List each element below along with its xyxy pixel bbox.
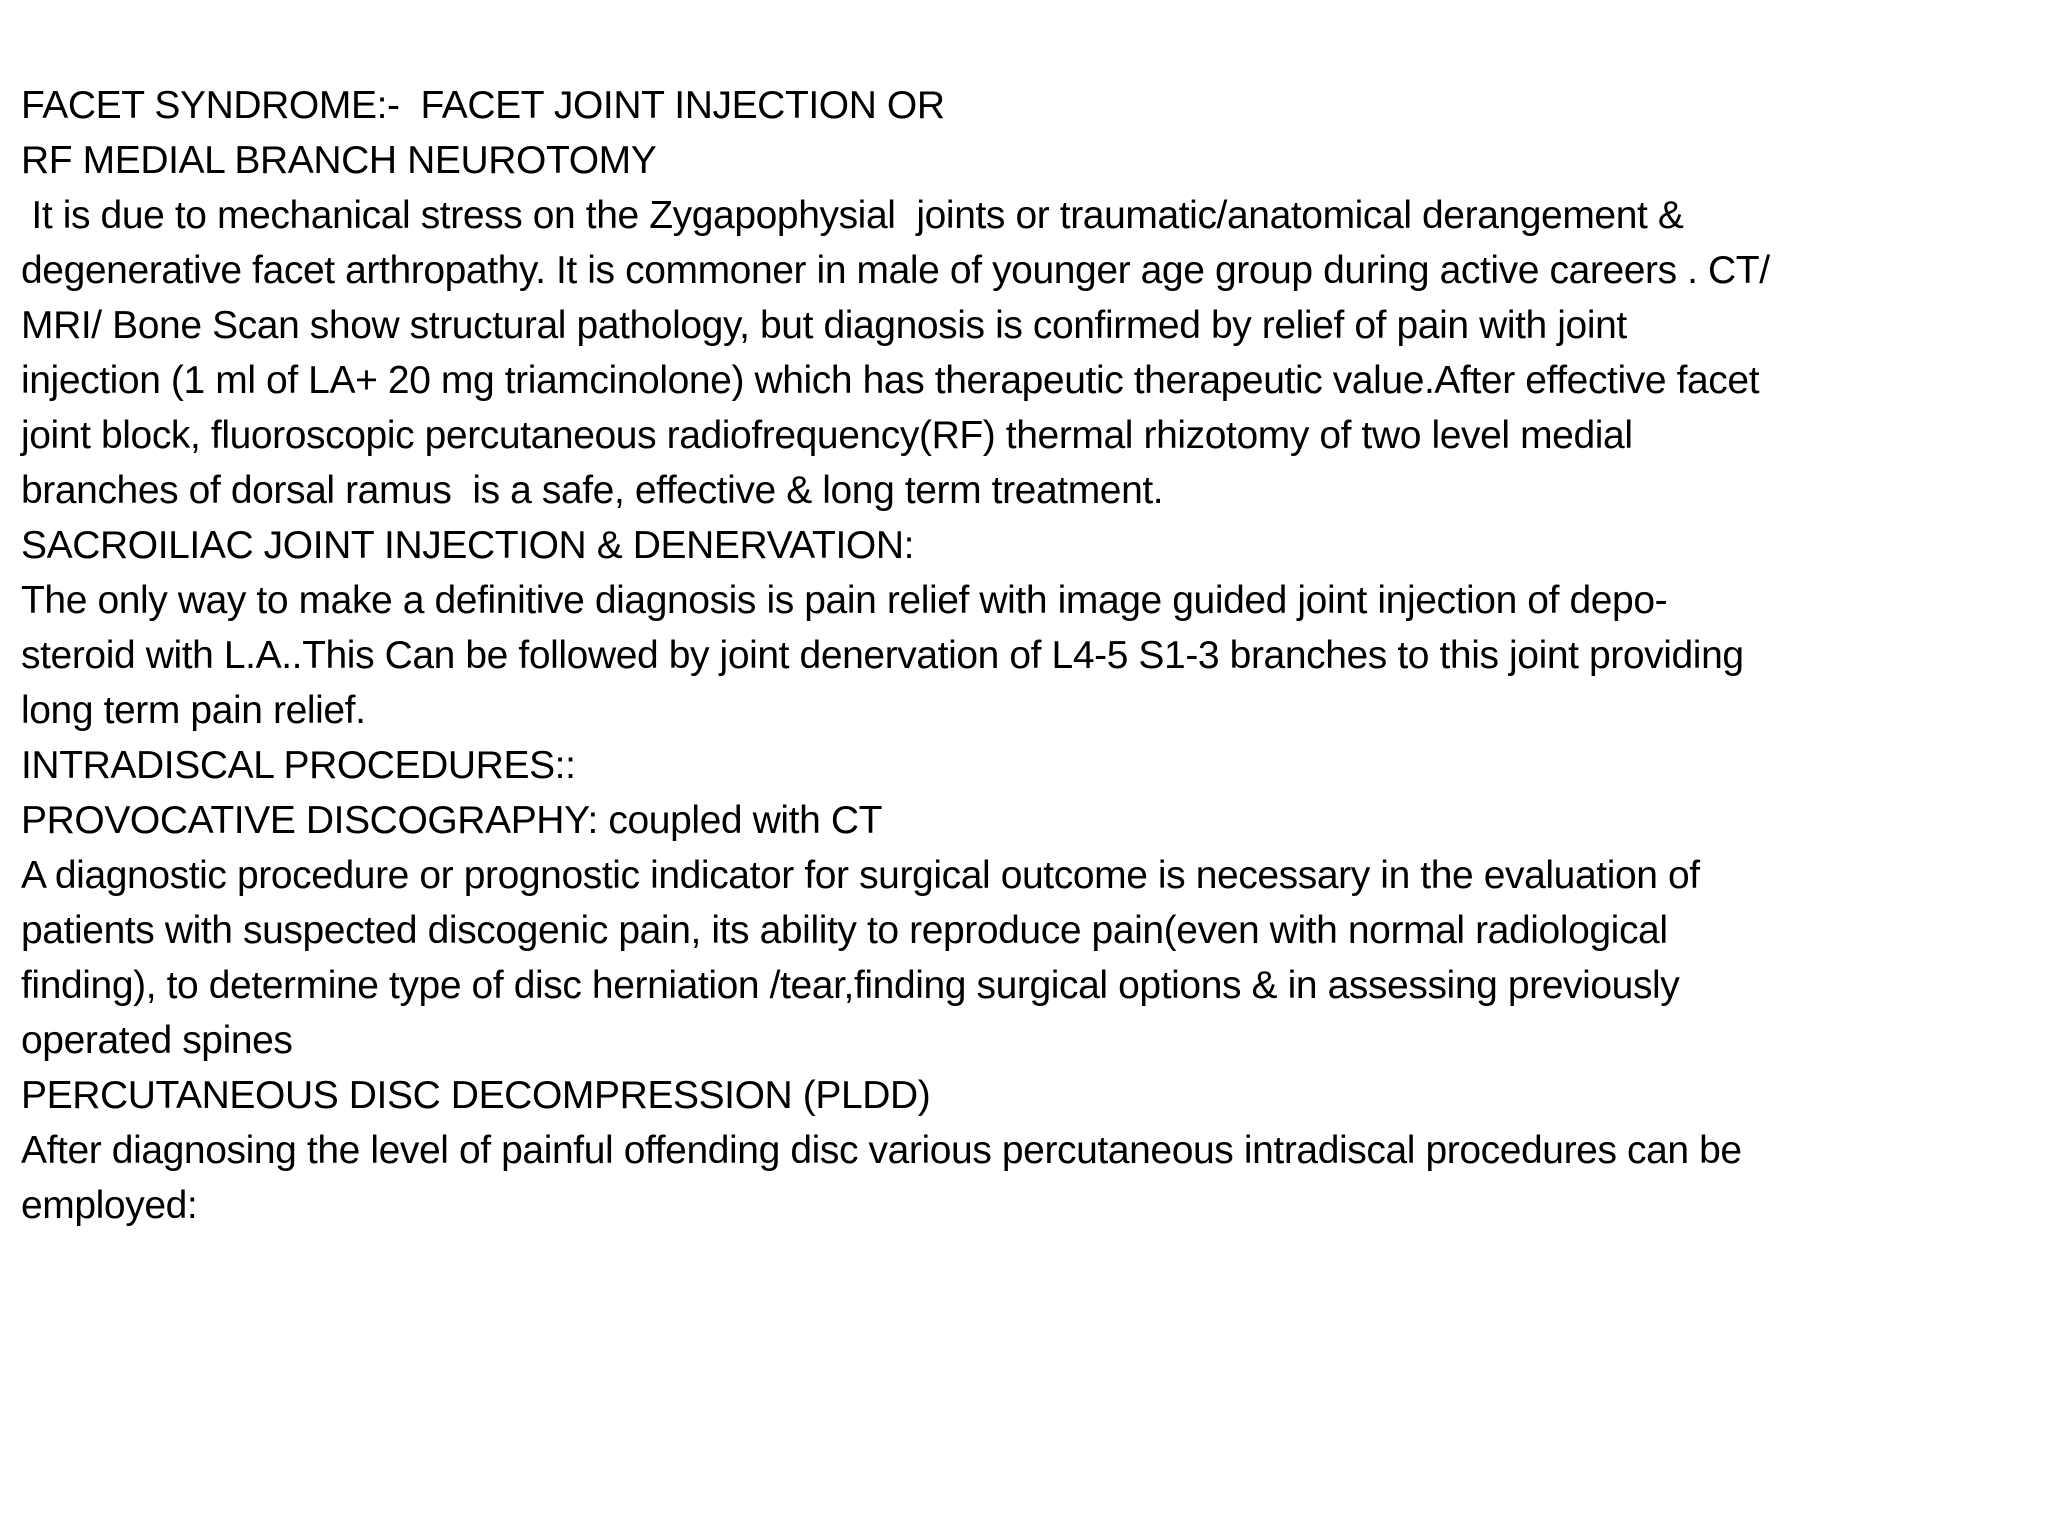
text-line: The only way to make a definitive diagnosis is pain relief with image guided joint injection of depo- <box>21 579 1668 622</box>
heading-provocative-discography: PROVOCATIVE DISCOGRAPHY: coupled with CT <box>21 799 883 842</box>
heading-sacroiliac: SACROILIAC JOINT INJECTION & DENERVATION: <box>21 524 915 567</box>
text-line: degenerative facet arthropathy. It is commoner in male of younger age group during active careers . CT/ <box>21 249 1770 292</box>
text-line: A diagnostic procedure or prognostic indicator for surgical outcome is necessary in the evaluation of <box>21 854 1700 897</box>
text-line: MRI/ Bone Scan show structural pathology, but diagnosis is confirmed by relief of pain with joint <box>21 304 1627 347</box>
heading-rf-medial-branch: RF MEDIAL BRANCH NEUROTOMY <box>21 139 657 182</box>
heading-intradiscal: INTRADISCAL PROCEDURES:: <box>21 744 576 787</box>
text-line: branches of dorsal ramus is a safe, effective & long term treatment. <box>21 469 1164 512</box>
text-line: joint block, fluoroscopic percutaneous radiofrequency(RF) thermal rhizotomy of two level medial <box>21 414 1633 457</box>
text-line: steroid with L.A..This Can be followed by joint denervation of L4-5 S1-3 branches to this joint providing <box>21 634 1744 677</box>
text-line: operated spines <box>21 1019 293 1062</box>
text-line: patients with suspected discogenic pain, its ability to reproduce pain(even with normal radiological <box>21 909 1668 952</box>
heading-pldd: PERCUTANEOUS DISC DECOMPRESSION (PLDD) <box>21 1074 931 1117</box>
text-line: long term pain relief. <box>21 689 366 732</box>
text-line: finding), to determine type of disc herniation /tear,finding surgical options & in assessing previously <box>21 964 1680 1007</box>
text-line: It is due to mechanical stress on the Zygapophysial joints or traumatic/anatomical derangement & <box>21 194 1684 237</box>
text-line: injection (1 ml of LA+ 20 mg triamcinolone) which has therapeutic therapeutic value.After effective facet <box>21 359 1760 402</box>
slide-text-body <box>21 78 2021 1233</box>
heading-facet-syndrome: FACET SYNDROME:- FACET JOINT INJECTION OR <box>21 84 945 127</box>
text-line: After diagnosing the level of painful offending disc various percutaneous intradiscal procedures can be <box>21 1129 1742 1172</box>
text-line: employed: <box>21 1184 198 1227</box>
